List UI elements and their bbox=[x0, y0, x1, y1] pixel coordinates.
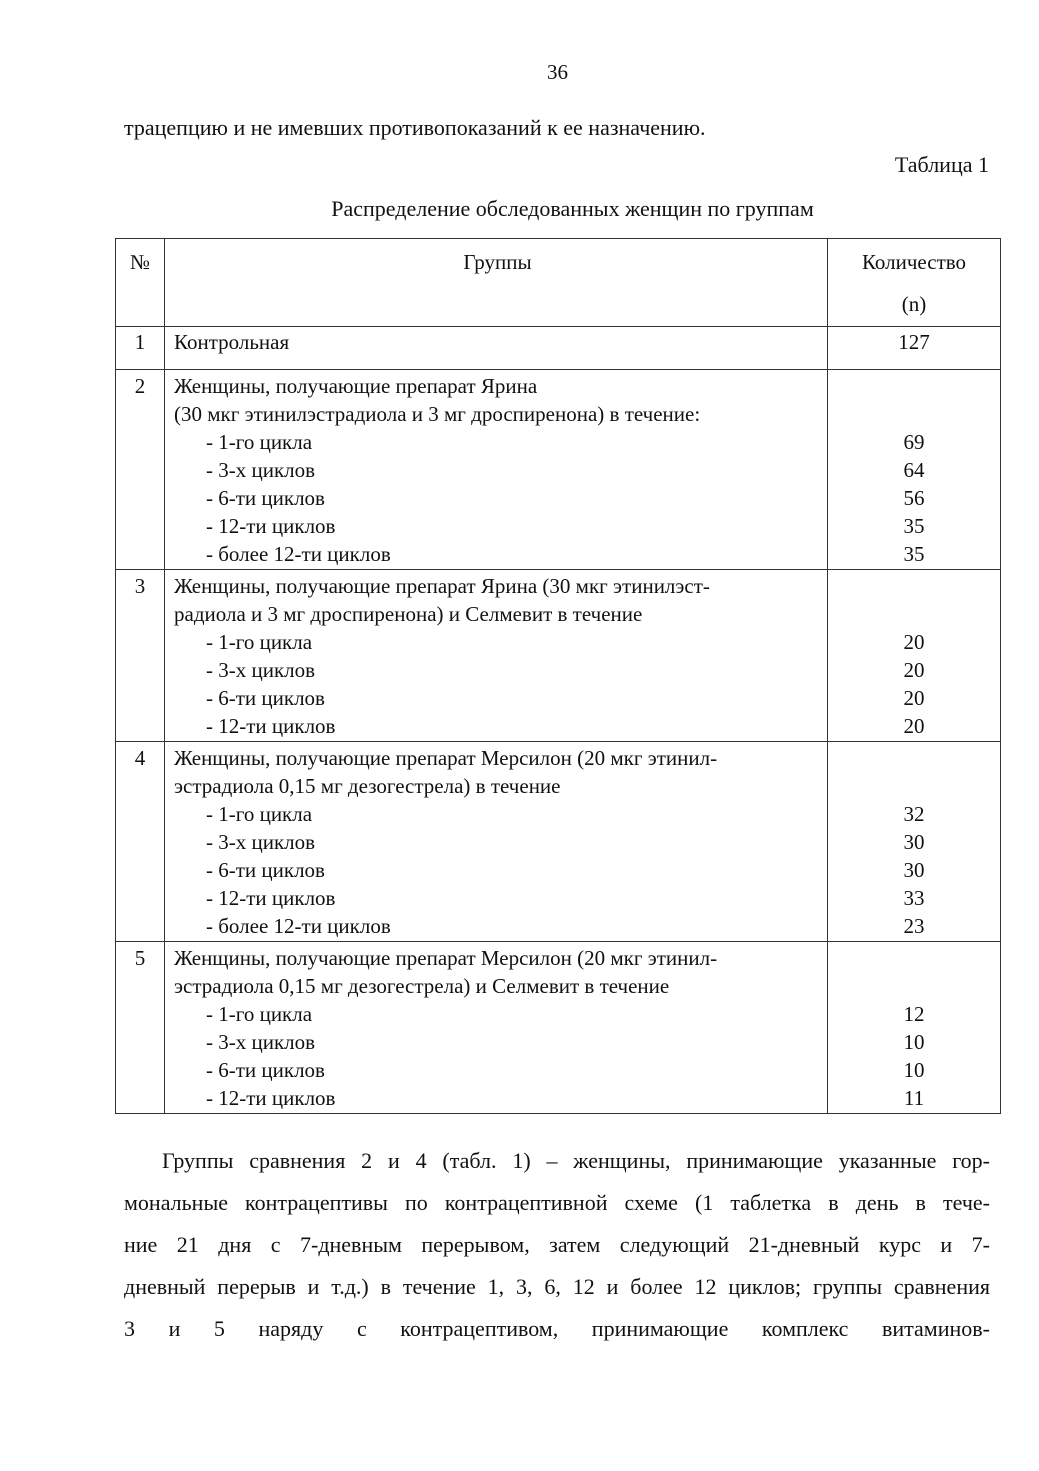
body-line: дневный перерыв и т.д.) в течение 1, 3, 6, 12 и более 12 циклов; группы сравнения bbox=[124, 1274, 990, 1299]
group-cell bbox=[165, 942, 828, 1114]
groups-table bbox=[115, 238, 1001, 1114]
table-row bbox=[116, 327, 1001, 370]
header-count-unit: (n) bbox=[901, 292, 927, 316]
header-count-label: Количество bbox=[861, 250, 967, 274]
count-blank bbox=[829, 572, 999, 600]
cycle-label: - 3-х циклов bbox=[206, 830, 316, 854]
body-line: ние 21 дня с 7-дневным перерывом, затем следующий 21-дневный курс и 7- bbox=[124, 1232, 990, 1257]
intro-text: трацепцию и не имевших противопоказаний к ее назначению. bbox=[124, 115, 706, 140]
row-number: 5 bbox=[116, 942, 165, 1114]
table-row bbox=[116, 370, 1001, 570]
cycle-label: - более 12-ти циклов bbox=[206, 542, 391, 566]
body-line: 3 и 5 наряду с контрацептивом, принимающие комплекс витаминов- bbox=[124, 1316, 990, 1341]
group-description: Женщины, получающие препарат Ярина (30 мкг этинилэст- bbox=[174, 574, 710, 598]
cycle-label: - 6-ти циклов bbox=[206, 858, 325, 882]
body-line: мональные контрацептивы по контрацептивной схеме (1 таблетка в день в тече- bbox=[124, 1190, 990, 1215]
cycle-count: 20 bbox=[903, 714, 925, 738]
cycle-label: - 1-го цикла bbox=[206, 802, 313, 826]
group-description: Женщины, получающие препарат Ярина bbox=[174, 374, 538, 398]
cycle-count: 20 bbox=[903, 658, 925, 682]
cycle-count: 64 bbox=[903, 458, 925, 482]
cycle-label: - 12-ти циклов bbox=[206, 886, 336, 910]
count-cell bbox=[828, 370, 1001, 570]
count-cell bbox=[828, 327, 1001, 370]
cycle-count: 56 bbox=[903, 486, 925, 510]
header-num: № bbox=[116, 239, 165, 327]
header-group: Группы bbox=[165, 239, 828, 327]
cycle-count: 32 bbox=[903, 802, 925, 826]
count-blank bbox=[829, 600, 999, 628]
cycle-count: 11 bbox=[903, 1086, 925, 1110]
table-row bbox=[116, 570, 1001, 742]
page-number: 36 bbox=[547, 60, 568, 84]
count-blank bbox=[829, 400, 999, 428]
cycle-label: - 6-ти циклов bbox=[206, 686, 325, 710]
row-number: 4 bbox=[116, 742, 165, 942]
group-description: эстрадиола 0,15 мг дезогестрела) в течение bbox=[174, 774, 561, 798]
body-line: Группы сравнения 2 и 4 (табл. 1) – женщины, принимающие указанные гор- bbox=[162, 1148, 990, 1173]
cycle-label: - 1-го цикла bbox=[206, 1002, 313, 1026]
cycle-label: - 3-х циклов bbox=[206, 1030, 316, 1054]
cycle-label: - 1-го цикла bbox=[206, 430, 313, 454]
cycle-count: 12 bbox=[903, 1002, 925, 1026]
cycle-label: - 12-ти циклов bbox=[206, 514, 336, 538]
count-cell bbox=[828, 570, 1001, 742]
cycle-count: 33 bbox=[903, 886, 925, 910]
row-number: 2 bbox=[116, 370, 165, 570]
cycle-label: - 1-го цикла bbox=[206, 630, 313, 654]
count-cell bbox=[828, 942, 1001, 1114]
cycle-count: 20 bbox=[903, 630, 925, 654]
count-blank bbox=[829, 972, 999, 1000]
group-cell bbox=[165, 742, 828, 942]
cycle-count: 30 bbox=[903, 830, 925, 854]
count-cell bbox=[828, 742, 1001, 942]
cycle-label: - более 12-ти циклов bbox=[206, 914, 391, 938]
group-cell bbox=[165, 570, 828, 742]
cycle-count: 30 bbox=[903, 858, 925, 882]
cycle-count: 35 bbox=[903, 514, 925, 538]
group-cell bbox=[165, 327, 828, 370]
group-description: Женщины, получающие препарат Мерсилон (20 мкг этинил- bbox=[174, 946, 718, 970]
cycle-label: - 6-ти циклов bbox=[206, 1058, 325, 1082]
cycle-count: 10 bbox=[903, 1030, 925, 1054]
count-blank bbox=[829, 772, 999, 800]
table-title: Распределение обследованных женщин по группам bbox=[331, 196, 814, 221]
header-count bbox=[828, 239, 1001, 327]
cycle-label: - 6-ти циклов bbox=[206, 486, 325, 510]
cycle-label: - 3-х циклов bbox=[206, 458, 316, 482]
cycle-count: 10 bbox=[903, 1058, 925, 1082]
cycle-count: 20 bbox=[903, 686, 925, 710]
table-header-row bbox=[116, 239, 1001, 327]
cycle-label: - 12-ти циклов bbox=[206, 714, 336, 738]
count-blank bbox=[829, 744, 999, 772]
table-row bbox=[116, 942, 1001, 1114]
group-count: 127 bbox=[898, 330, 930, 354]
table-label: Таблица 1 bbox=[894, 152, 989, 177]
table-body bbox=[116, 327, 1001, 1114]
cycle-count: 23 bbox=[903, 914, 925, 938]
table-row bbox=[116, 742, 1001, 942]
group-description: радиола и 3 мг дроспиренона) и Селмевит в течение bbox=[174, 602, 643, 626]
group-description: эстрадиола 0,15 мг дезогестрела) и Селмевит в течение bbox=[174, 974, 670, 998]
count-blank bbox=[829, 944, 999, 972]
group-description: Контрольная bbox=[174, 330, 290, 354]
cycle-count: 69 bbox=[903, 430, 925, 454]
body-paragraph bbox=[124, 1140, 990, 1350]
cycle-label: - 12-ти циклов bbox=[206, 1086, 336, 1110]
cycle-count: 35 bbox=[903, 542, 925, 566]
group-cell bbox=[165, 370, 828, 570]
count-blank bbox=[829, 372, 999, 400]
group-description: (30 мкг этинилэстрадиола и 3 мг дроспиренона) в течение: bbox=[174, 402, 701, 426]
cycle-label: - 3-х циклов bbox=[206, 658, 316, 682]
row-number: 3 bbox=[116, 570, 165, 742]
row-number: 1 bbox=[116, 327, 165, 370]
group-description: Женщины, получающие препарат Мерсилон (20 мкг этинил- bbox=[174, 746, 718, 770]
